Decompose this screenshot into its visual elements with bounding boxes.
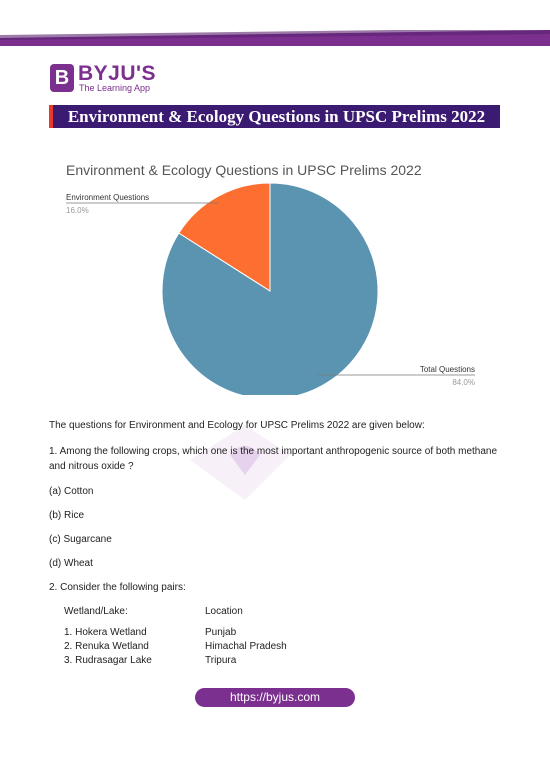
pair-row bbox=[64, 655, 237, 666]
slice-label-name: Total Questions bbox=[419, 365, 475, 374]
slice-label-name: Environment Questions bbox=[66, 193, 150, 202]
logo-mark-icon: B bbox=[50, 64, 74, 92]
pair-wetland: 3. Rudrasagar Lake bbox=[64, 655, 152, 666]
intro-text: The questions for Environment and Ecology for UPSC Prelims 2022 are given below: bbox=[49, 420, 425, 431]
pair-location: Tripura bbox=[205, 655, 237, 666]
question-1-line-1: 1. Among the following crops, which one is the most important anthropogenic source of both methane bbox=[49, 446, 498, 457]
byjus-logo bbox=[50, 62, 160, 96]
pairs-header-col2: Location bbox=[205, 606, 243, 617]
option-c: (c) Sugarcane bbox=[49, 534, 112, 545]
pair-row bbox=[64, 641, 287, 652]
logo-tagline: The Learning App bbox=[79, 83, 151, 93]
option-b: (b) Rice bbox=[49, 510, 85, 521]
page-title: Environment & Ecology Questions in UPSC Prelims 2022 bbox=[67, 107, 486, 126]
pair-location: Himachal Pradesh bbox=[205, 641, 287, 652]
slice-label-percent: 84.0% bbox=[452, 378, 475, 387]
pair-location: Punjab bbox=[205, 627, 237, 638]
pairs-header bbox=[64, 606, 243, 617]
question-1-line-2: and nitrous oxide ? bbox=[49, 461, 134, 472]
pair-row bbox=[64, 627, 237, 638]
title-banner bbox=[49, 105, 500, 128]
option-a: (a) Cotton bbox=[49, 486, 94, 497]
pair-wetland: 1. Hokera Wetland bbox=[64, 627, 147, 638]
chart-title: Environment & Ecology Questions in UPSC Prelims 2022 bbox=[66, 162, 422, 178]
pairs-header-col1: Wetland/Lake: bbox=[64, 606, 128, 617]
pair-wetland: 2. Renuka Wetland bbox=[64, 641, 149, 652]
top-decorative-bar bbox=[0, 30, 550, 46]
slice-label-percent: 16.0% bbox=[66, 206, 89, 215]
option-d: (d) Wheat bbox=[49, 558, 93, 569]
logo-name: BYJU'S bbox=[78, 62, 157, 85]
footer-url-link[interactable]: https://byjus.com bbox=[195, 688, 355, 707]
question-2: 2. Consider the following pairs: bbox=[49, 582, 186, 593]
pie-chart bbox=[60, 155, 490, 395]
